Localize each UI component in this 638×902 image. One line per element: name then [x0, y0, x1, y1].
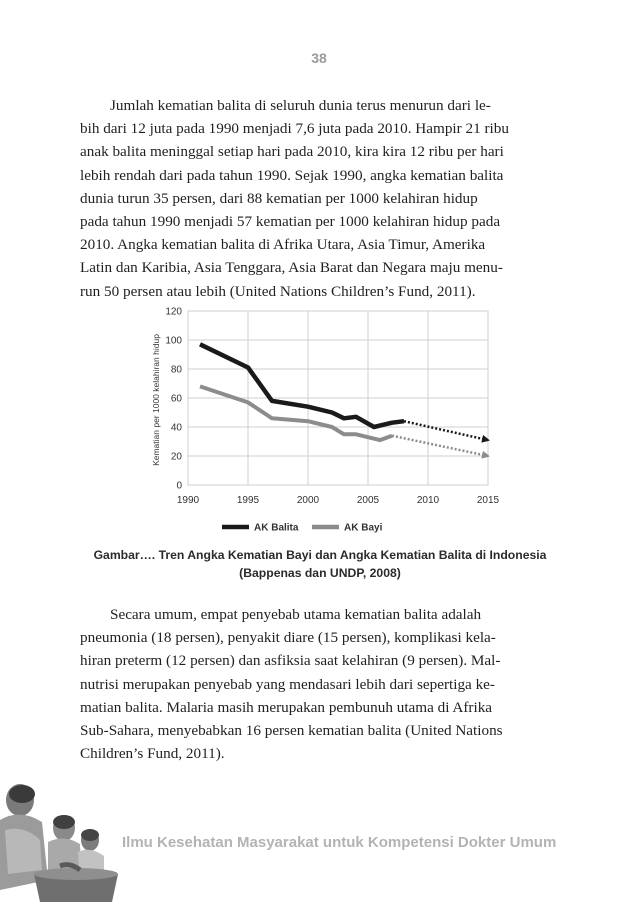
body-paragraph-2: [80, 603, 558, 765]
book-title-footer: Ilmu Kesehatan Masyarakat untuk Kompetensi Dokter Umum: [122, 834, 557, 851]
text-line: 2010. Angka kematian balita di Afrika Utara, Asia Timur, Amerika: [80, 236, 486, 254]
x-tick-label: 2005: [356, 495, 380, 506]
text-line: anak balita meninggal setiap hari pada 2010, kira kira 12 ribu per hari: [80, 143, 504, 161]
page-number: 38: [311, 50, 327, 66]
text-line: nutrisi merupakan penyebab yang mendasari lebih dari sepertiga ke-: [80, 675, 495, 693]
y-tick-label: 20: [170, 451, 182, 463]
text-line: pneumonia (18 persen), penyakit diare (15 persen), komplikasi kela-: [80, 629, 496, 647]
text-line: dunia turun 35 persen, dari 88 kematian per 1000 kelahiran hidup: [80, 189, 478, 207]
y-tick-label: 0: [176, 480, 182, 492]
legend-label-bayi: AK Bayi: [344, 522, 383, 534]
legend-label-balita: AK Balita: [254, 522, 299, 534]
text-line: matian balita. Malaria masih merupakan pembunuh utama di Afrika: [80, 698, 493, 716]
y-tick-label: 100: [165, 335, 182, 347]
y-tick-label: 40: [170, 422, 182, 434]
chart-legend: [222, 523, 383, 534]
figure-caption: Gambar…. Tren Angka Kematian Bayi dan Angka Kematian Balita di Indonesia: [93, 548, 547, 562]
mortality-trend-chart: [140, 298, 500, 541]
y-axis-label: Kematian per 1000 kelahiran hidup: [151, 334, 161, 466]
y-tick-label: 120: [165, 306, 182, 318]
y-tick-label: 80: [170, 364, 182, 376]
x-tick-label: 2015: [476, 495, 500, 506]
text-line: run 50 persen atau lebih (United Nations Children’s Fund, 2011).: [80, 282, 476, 300]
y-tick-label: 60: [170, 393, 182, 405]
body-paragraph-1: [80, 94, 558, 303]
text-line: pada tahun 1990 menjadi 57 kematian per 1000 kelahiran hidup pada: [80, 213, 501, 231]
text-line: Latin dan Karibia, Asia Tenggara, Asia Barat dan Negara maju menu-: [80, 259, 503, 277]
text-line: Sub-Sahara, menyebabkan 16 persen kematian balita (United Nations: [80, 722, 503, 740]
children-washing-hands-photo: [0, 770, 130, 902]
x-tick-label: 1995: [236, 495, 260, 506]
text-line: lebih rendah dari pada tahun 1990. Sejak 1990, angka kematian balita: [80, 166, 504, 184]
text-line: Jumlah kematian balita di seluruh dunia terus menurun dari le-: [110, 97, 491, 114]
text-line: Secara umum, empat penyebab utama kematian balita adalah: [110, 606, 482, 623]
text-line: hiran preterm (12 persen) dan asfiksia saat kelahiran (9 persen). Mal-: [80, 652, 501, 670]
x-tick-label: 2010: [416, 495, 440, 506]
x-tick-label: 2000: [296, 495, 320, 506]
figure-caption-source: (Bappenas dan UNDP, 2008): [239, 566, 401, 580]
x-tick-label: 1990: [176, 495, 200, 506]
text-line: bih dari 12 juta pada 1990 menjadi 7,6 juta pada 2010. Hampir 21 ribu: [80, 120, 509, 138]
text-line: Children’s Fund, 2011).: [80, 745, 225, 763]
